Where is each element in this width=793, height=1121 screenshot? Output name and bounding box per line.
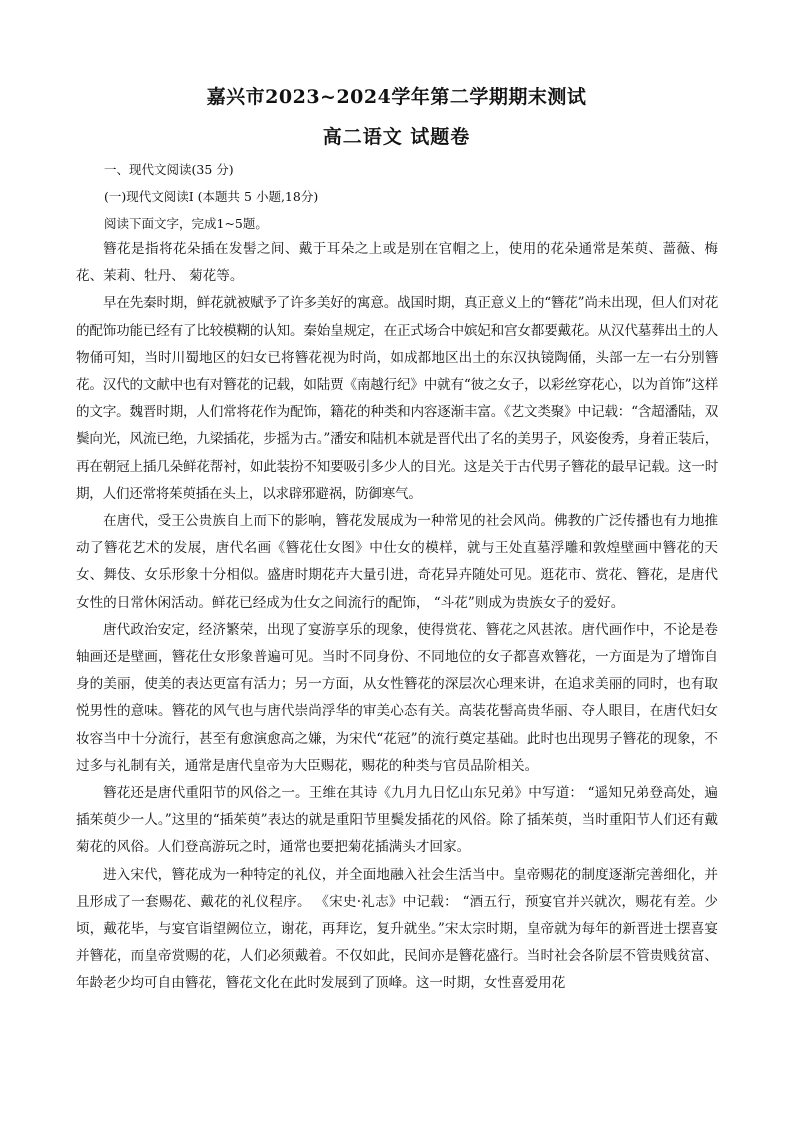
passage-paragraph-6: 进入宋代，簪花成为一种特定的礼仪，并全面地融入社会生活当中。皇帝赐花的制度逐渐完善细化，并且形成了一套赐花、戴花的礼仪程序。 《宋史·礼志》中记载： “酒五行，预宴官并兴就次，赐花有差。少顷，戴花毕，与宴官诣望阙位立，谢花，再拜讫，复升就坐。”宋太宗时期，皇帝就为每年的新晋进士摆喜宴并簪花，而皇帝赏赐的花，人们必须戴着。不仅如此，民间亦是簪花盛行。当时社会各阶层不管贵贱贫富、年龄老少均可自由簪花，簪花文化在此时发展到了顶峰。这一时期，女性喜爱用花 — [76, 866, 718, 992]
passage-paragraph-2: 早在先秦时期，鲜花就被赋予了许多美好的寓意。战国时期，真正意义上的“簪花”尚未出现，但人们对花的配饰功能已经有了比较模糊的认知。秦始皇规定，在正式场合中嫔妃和宫女都要戴花。从汉代墓葬出土的人物俑可知，当时川蜀地区的妇女已将簪花视为时尚，如成都地区出土的东汉执镜陶俑，头部一左一右分别簪花。汉代的文献中也有对簪花的记载，如陆贾《南越行纪》中就有“彼之女子，以彩丝穿花心，以为首饰”这样的文字。魏晋时期，人们常将花作为配饰，籍花的种类和内容逐渐丰富。《艺文类聚》中记载：“含超潘陆，双鬓向光，风流已绝，九梁插花，步摇为古。”潘安和陆机本就是晋代出了名的美男子，风姿俊秀，身着正装后，再在朝冠上插几朵鲜花帮衬，如此装扮不知要吸引多少人的目光。这是关于古代男子簪花的最早记载。这一时期，人们还常将茱萸插在头上，以求辟邪避祸，防御寒气。 — [76, 295, 718, 502]
exam-subtitle: 高二语文 试题卷 — [322, 126, 471, 148]
passage-paragraph-1: 簪花是指将花朵插在发髻之间、戴于耳朵之上或是别在官帽之上，使用的花朵通常是茱萸、蔷薇、梅花、茉莉、牡丹、 菊花等。 — [76, 241, 718, 285]
reading-instruction: 阅读下面文字，完成1~5题。 — [104, 216, 268, 231]
reading-passage — [76, 236, 718, 998]
section-heading: 一、现代文阅读(35 分) — [104, 162, 234, 177]
passage-paragraph-5: 簪花还是唐代重阳节的风俗之一。王维在其诗《九月九日忆山东兄弟》中写道： “遥知兄弟登高处，遍插茱萸少一人。”这里的“插茱萸”表达的就是重阳节里鬓发插花的风俗。除了插茱萸，当时重阳节人们还有戴菊花的风俗。人们登高游玩之时，通常也要把菊花插满头才回家。 — [76, 785, 718, 856]
subsection-heading: (一)现代文阅读Ⅰ (本题共 5 小题,18分) — [104, 189, 319, 204]
exam-title: 嘉兴市2023~2024学年第二学期期末测试 — [206, 86, 587, 108]
passage-paragraph-3: 在唐代，受王公贵族自上而下的影响，簪花发展成为一种常见的社会风尚。佛教的广泛传播也有力地推动了簪花艺术的发展，唐代名画《簪花仕女图》中仕女的模样，就与王处直墓浮雕和敦煌壁画中簪花的天女、舞伎、女乐形象十分相似。盛唐时期花卉大量引进，奇花异卉随处可见。逛花市、赏花、簪花，是唐代女性的日常休闲活动。鲜花已经成为仕女之间流行的配饰， “斗花”则成为贵族女子的爱好。 — [76, 513, 718, 611]
passage-paragraph-4: 唐代政治安定，经济繁荣，出现了宴游享乐的现象，使得赏花、簪花之风甚浓。唐代画作中，不论是卷轴画还是壁画，簪花仕女形象普遍可见。当时不同身份、不同地位的女子都喜欢簪花，一方面是为了增饰自身的美丽，使美的表达更富有活力；另一方面，从女性簪花的深层次心理来讲，在追求美丽的同时，也有取悦男性的意味。簪花的风气也与唐代崇尚浮华的审美心态有关。高装花髻高贵华丽、夺人眼目，在唐代妇女妆容当中十分流行，甚至有愈演愈高之嫌，为宋代“花冠”的流行奠定基础。此时也出现男子簪花的现象，不过多与礼制有关，通常是唐代皇帝为大臣赐花，赐花的种类与官员品阶相关。 — [76, 621, 718, 774]
